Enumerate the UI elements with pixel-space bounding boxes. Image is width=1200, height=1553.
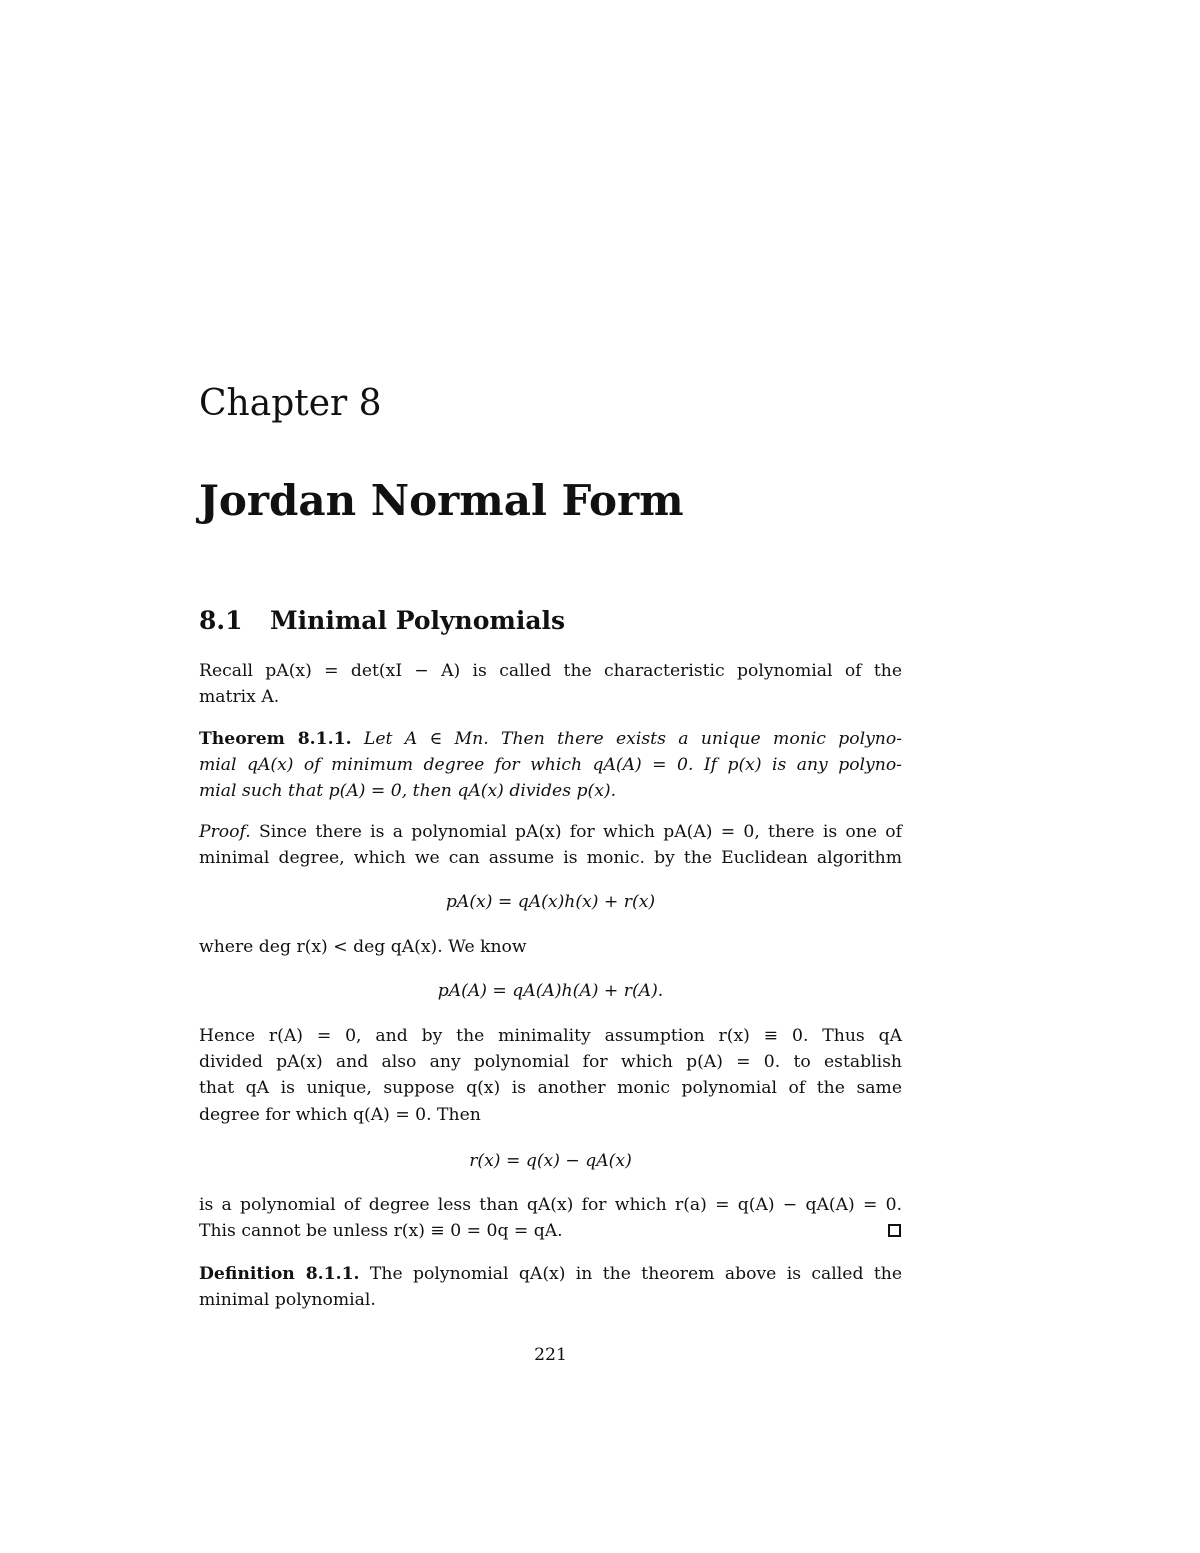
proof-line-5: divided pA(x) and also any polynomial for which p(A) = 0. to establish [199,1052,902,1072]
theorem-line-1 [199,728,902,750]
chapter-label: Chapter 8 [199,383,382,424]
definition-text-1: The polynomial qA(x) in the theorem above is called the [369,1264,902,1284]
page-number: 221 [534,1345,567,1365]
chapter-title: Jordan Normal Form [199,476,684,525]
intro-line-1: Recall pA(x) = det(xI − A) is called the characteristic polynomial of the [199,661,902,681]
page [199,0,902,1553]
proof-label: Proof. [199,822,251,842]
proof-line-2: minimal degree, which we can assume is monic. by the Euclidean algorithm [199,848,902,868]
equation-3: r(x) = q(x) − qA(x) [469,1151,632,1171]
proof-line-3: where deg r(x) < deg qA(x). We know [199,937,527,957]
theorem-line-2: mial qA(x) of minimum degree for which qA(A) = 0. If p(x) is any polyno- [199,755,902,775]
proof-line-9: This cannot be unless r(x) ≡ 0 = 0q = qA. [199,1221,563,1241]
equation-1: pA(x) = qA(x)h(x) + r(x) [445,892,656,912]
theorem-label: Theorem 8.1.1. [199,729,352,749]
proof-line-1 [199,821,902,843]
intro-line-2: matrix A. [199,687,280,707]
section-heading [199,604,565,638]
theorem-text-1: Let A ∈ Mn. Then there exists a unique monic polyno- [363,729,903,749]
definition-label: Definition 8.1.1. [199,1264,360,1284]
proof-line-6: that qA is unique, suppose q(x) is another monic polynomial of the same [199,1078,902,1098]
qed-box-icon [888,1224,901,1237]
theorem-line-3: mial such that p(A) = 0, then qA(x) divides p(x). [199,781,617,801]
proof-text-1: Since there is a polynomial pA(x) for which pA(A) = 0, there is one of [258,822,902,842]
definition-line-2: minimal polynomial. [199,1290,376,1310]
equation-2: pA(A) = qA(A)h(A) + r(A). [437,981,664,1001]
section-number: 8.1 [199,606,243,635]
section-title: Minimal Polynomials [270,606,566,635]
proof-line-4: Hence r(A) = 0, and by the minimality assumption r(x) ≡ 0. Thus qA [199,1026,902,1046]
proof-line-7: degree for which q(A) = 0. Then [199,1105,481,1125]
definition-line-1 [199,1263,902,1285]
proof-line-8: is a polynomial of degree less than qA(x) for which r(a) = q(A) − qA(A) = 0. [199,1195,902,1215]
